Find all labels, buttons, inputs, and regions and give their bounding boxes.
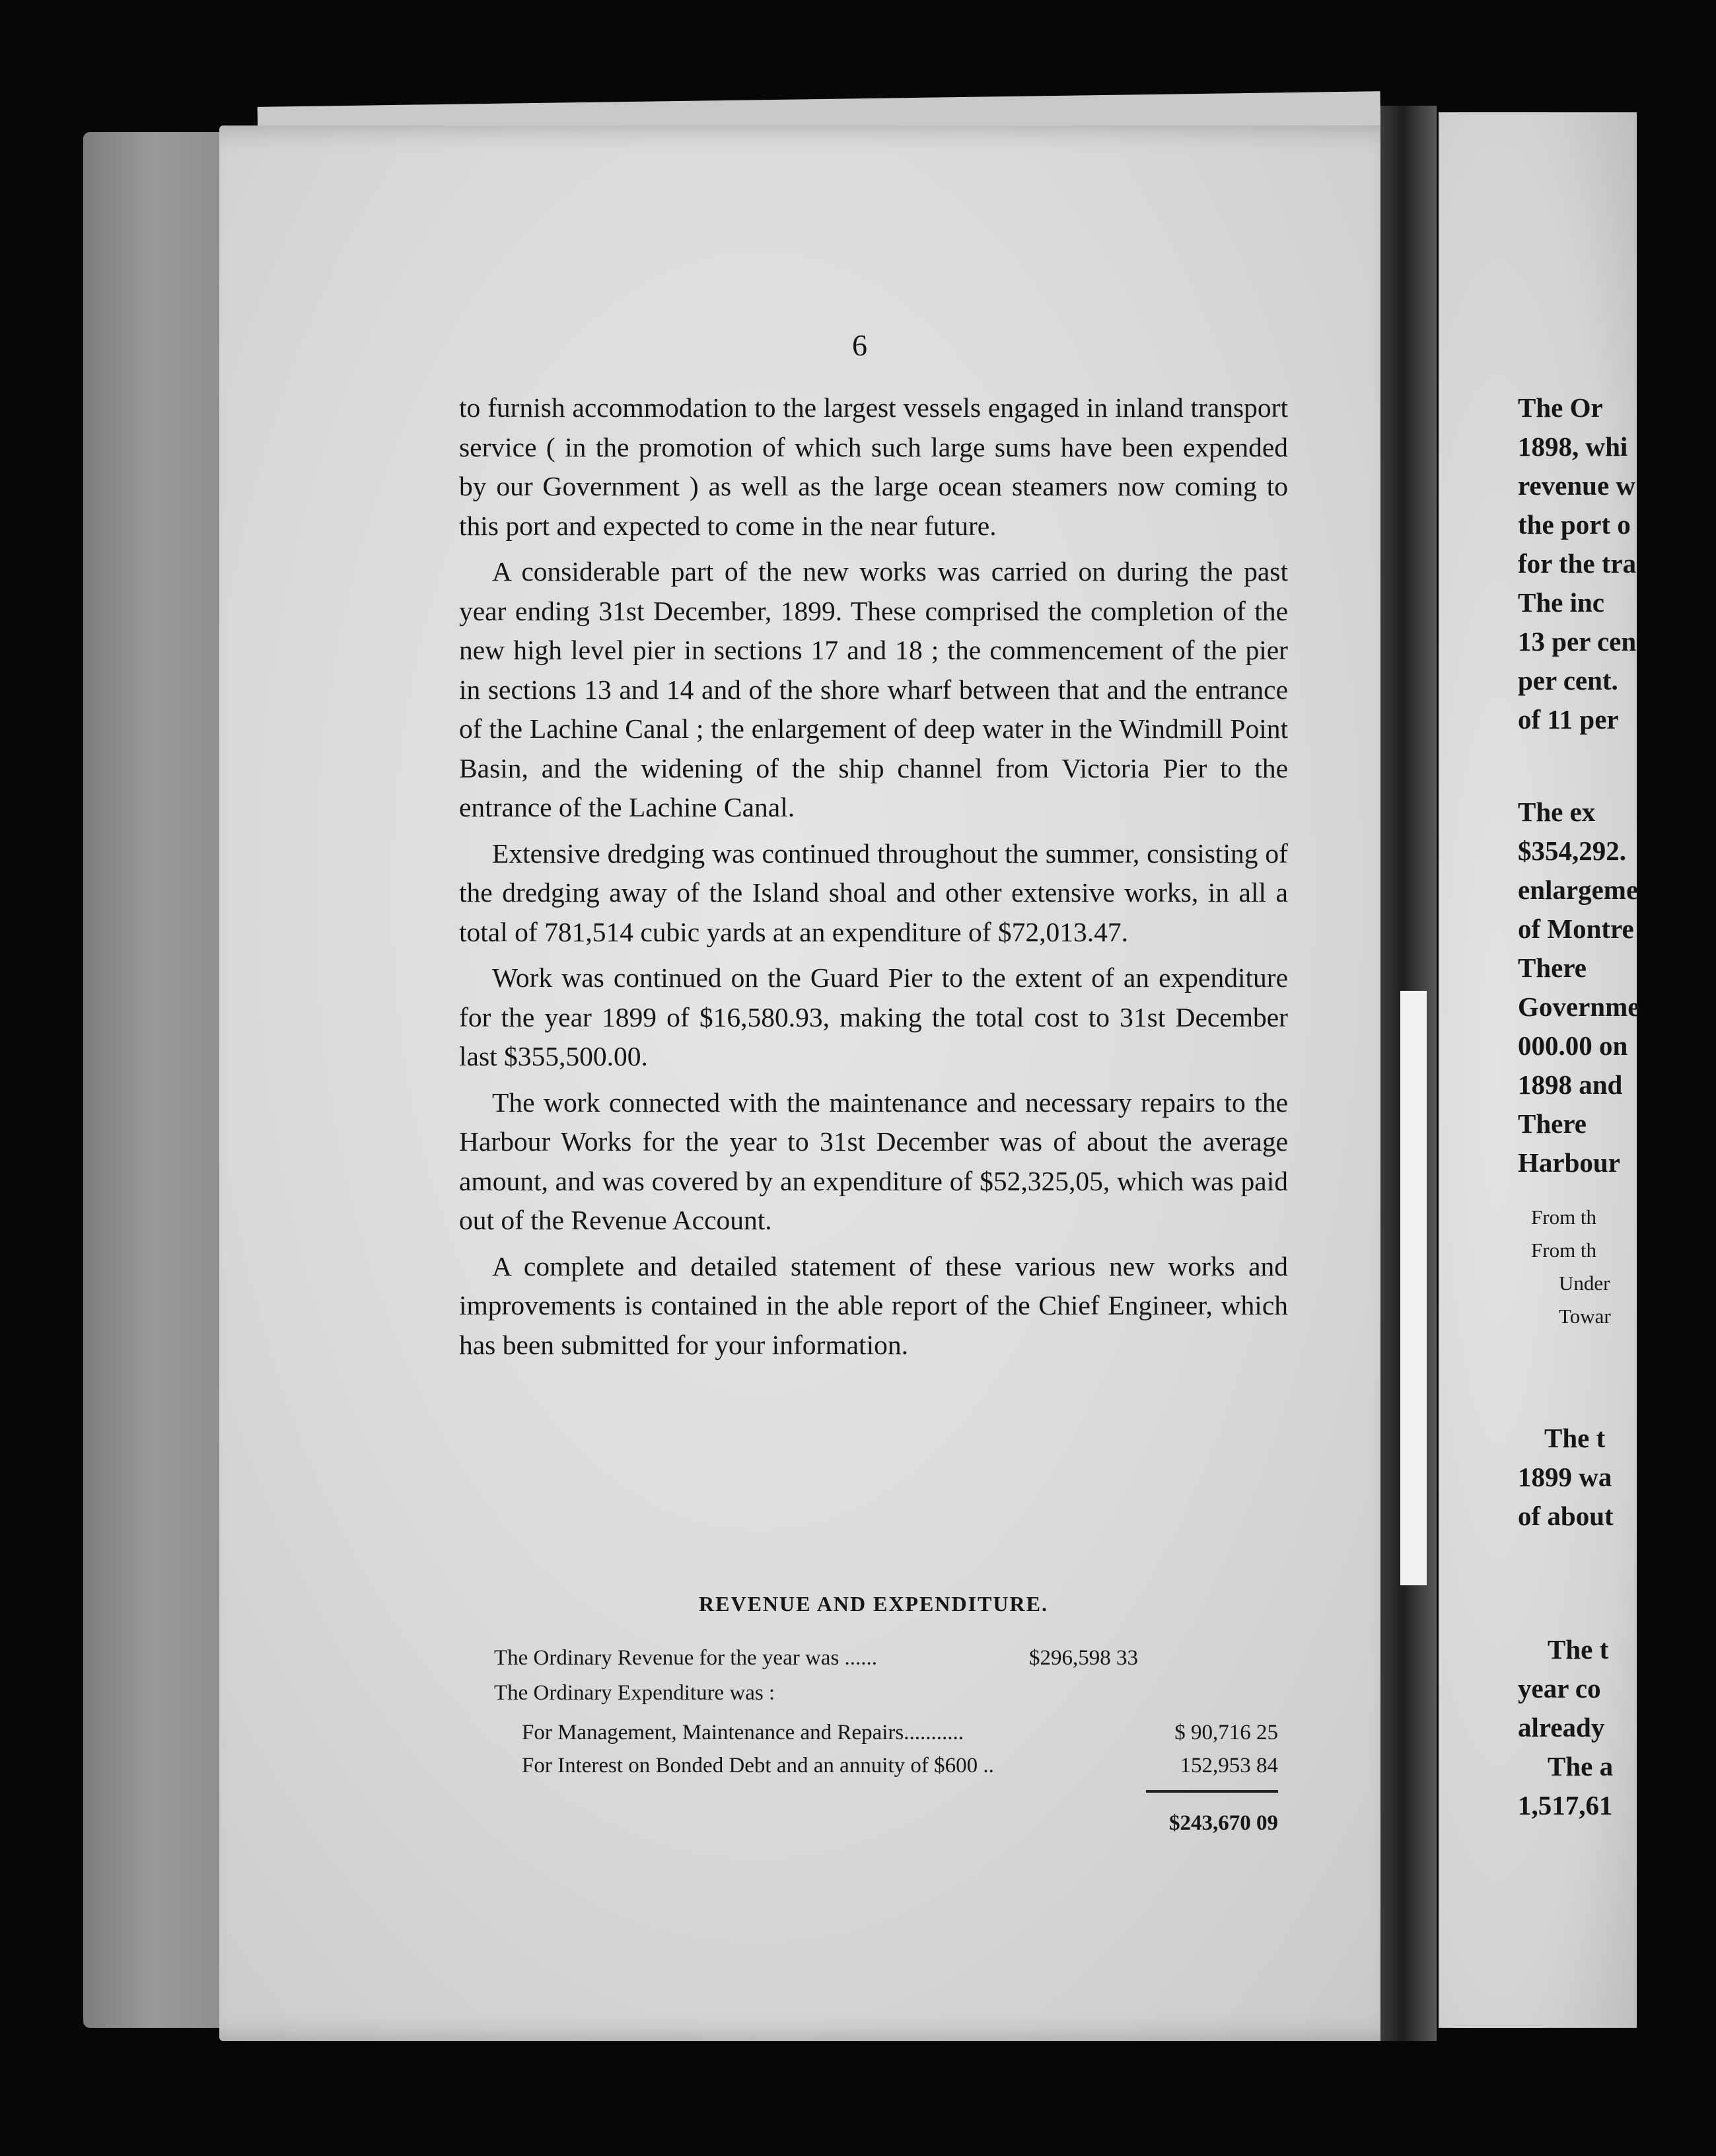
interest-amount: 152,953 84: [1180, 1754, 1278, 1778]
facing-line: 1898, whi: [1518, 431, 1628, 462]
facing-line: of about: [1518, 1501, 1614, 1531]
facing-line: From th: [1531, 1205, 1597, 1229]
interest-row: [522, 1754, 1278, 1778]
body-text: [459, 388, 1288, 1371]
expenditure-label: The Ordinary Expenditure was :: [494, 1681, 775, 1705]
revenue-row: [494, 1646, 1138, 1671]
facing-line: $354,292.: [1518, 836, 1626, 866]
facing-line: 1898 and: [1518, 1069, 1623, 1100]
paragraph: to furnish accommodation to the largest vessels engaged in inland transport service ( in the promotion of which such large sums have been expended by our Government ) as well as the large ocean steamers now coming to this port and expected to come in the near future.: [459, 392, 1288, 541]
total-rule: [1146, 1790, 1278, 1793]
facing-line: Under: [1559, 1272, 1610, 1295]
facing-line: of 11 per: [1518, 704, 1619, 735]
facing-line: From th: [1531, 1239, 1597, 1262]
facing-line: 1,517,61: [1518, 1790, 1613, 1820]
paragraph: A complete and detailed statement of these various new works and improvements is contained in the able report of the Chief Engineer, which has been submitted for your information.: [459, 1250, 1288, 1360]
management-label: For Management, Maintenance and Repairs...........: [522, 1721, 964, 1744]
facing-line: per cent.: [1518, 665, 1618, 696]
paragraph: Work was continued on the Guard Pier to the extent of an expenditure for the year 1899 of $16,580.93, making the total cost to 31st December last $355,500.00.: [459, 962, 1288, 1071]
facing-line: enlargeme: [1518, 875, 1639, 905]
facing-line: The inc: [1518, 587, 1604, 618]
paragraph: The work connected with the maintenance and necessary repairs to the Harbour Works for the year to 31st December was of about the average amount, and was covered by an expenditure of $52,325,05, which was paid out of the Revenue Account.: [459, 1087, 1288, 1235]
facing-line: The t: [1548, 1634, 1609, 1665]
underlying-pages: [83, 132, 242, 2028]
facing-line: 1899 wa: [1518, 1462, 1612, 1492]
revenue-amount: $296,598 33: [1029, 1646, 1138, 1670]
facing-line: already: [1518, 1712, 1605, 1743]
facing-line: The t: [1544, 1423, 1606, 1453]
interest-label: For Interest on Bonded Debt and an annuity of $600 ..: [522, 1754, 994, 1778]
facing-line: Towar: [1559, 1305, 1611, 1328]
facing-line: The ex: [1518, 797, 1596, 827]
paragraph: Extensive dredging was continued throughout the summer, consisting of the dredging away of the Island shoal and other extensive works, in all a total of 781,514 cubic yards at an expenditure of $72,013.47.: [459, 838, 1288, 947]
facing-line: for the tra: [1518, 548, 1637, 579]
facing-line: revenue w: [1518, 470, 1636, 501]
facing-line: 000.00 on: [1518, 1030, 1628, 1061]
page-number: 6: [852, 328, 867, 362]
facing-line: There: [1518, 1108, 1587, 1139]
section-heading: REVENUE AND EXPENDITURE.: [699, 1592, 1048, 1616]
facing-line: year co: [1518, 1673, 1601, 1704]
facing-line: Governme: [1518, 991, 1640, 1022]
facing-line: the port o: [1518, 509, 1631, 540]
revenue-label: The Ordinary Revenue for the year was ......: [494, 1646, 878, 1670]
facing-line: The Or: [1518, 392, 1603, 423]
paper-strip: [1400, 991, 1427, 1585]
facing-line: There: [1518, 952, 1587, 983]
management-row: [522, 1721, 1278, 1745]
facing-line: 13 per cen: [1518, 626, 1637, 657]
paragraph: A considerable part of the new works was carried on during the past year ending 31st December, 1899. These comprised the completion of the new high level pier in sections 17 and 18 ; the commencement of the pier in sections 13 and 14 and of the shore wharf between that and the entrance of the Lachine Canal ; the enlargement of deep water in the Windmill Point Basin, and the widening of the ship channel from Victoria Pier to the entrance of the Lachine Canal.: [459, 556, 1288, 822]
facing-line: The a: [1548, 1751, 1614, 1781]
management-amount: $ 90,716 25: [1174, 1721, 1278, 1744]
facing-line: of Montre: [1518, 914, 1634, 944]
facing-line: Harbour: [1518, 1147, 1620, 1178]
total-amount: $243,670 09: [1169, 1811, 1278, 1835]
expenditure-heading-row: [494, 1681, 775, 1706]
